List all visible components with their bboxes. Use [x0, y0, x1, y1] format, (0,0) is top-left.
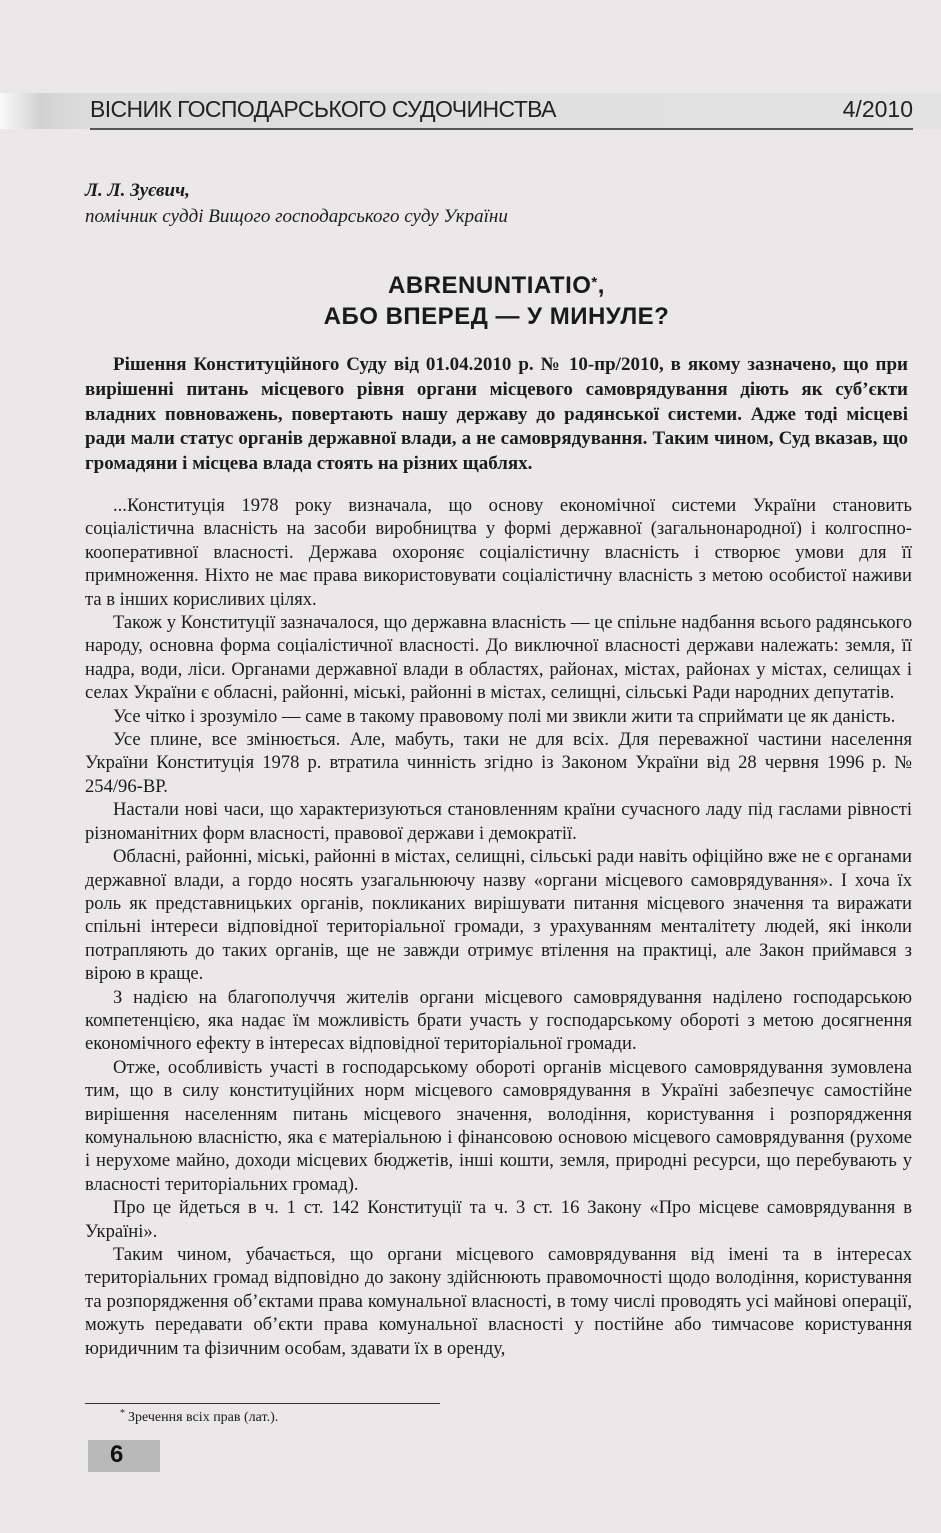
body-paragraph: Також у Конституції зазначалося, що державна власність — це спільне надбання всього радянського народу, основна форма соціалістичної власності. До виключної власності держави належать: земля, її надра, води, ліси. Органами державної влади в областях, районах, містах, районах у містах, селищах і селах України є обласні, районні, міські, районні в містах, селищні, сільські Ради народних депутатів. — [85, 612, 912, 704]
body-paragraph: Отже, особливість участі в господарському обороті органів місцевого самоврядування зумовлена тим, що в силу конституційних норм місцевого самоврядування в Україні забезпечує самостійне вирішення населенням питань місцевого значення, володіння, користування і розпорядження комунальною власністю, яка є матеріальною і фінансовою основою місцевого самоврядування (рухоме і нерухоме майно, доходи місцевих бюджетів, інші кошти, земля, природні ресурси, що перебувають у власності територіальних громад). — [85, 1056, 912, 1195]
author-position: помічник судді Вищого господарського суду України — [85, 206, 508, 227]
title-footnote-mark: * — [591, 274, 598, 291]
issue-number: 4/2010 — [842, 96, 913, 122]
footnote-mark: * — [120, 1408, 125, 1419]
body-paragraph: Усе чітко і зрозуміло — саме в такому правовому полі ми звикли жити та сприймати це як даність. — [113, 705, 896, 727]
article-title-line-1 — [85, 272, 908, 300]
article-body — [85, 494, 912, 1360]
title-text: ABRENUNTIATIO — [388, 272, 592, 299]
article-abstract: Рішення Конституційного Суду від 01.04.2010 р. № 10-пр/2010, в якому зазначено, що при вирішенні питань місцевого рівня органи місцевого самоврядування діють як суб’єкти владних повноважень, повертають нашу державу до радянської системи. Адже тоді місцеві ради мали статус органів державної влади, а не самоврядування. Таким чином, Суд вказав, що громадяни і місцева влада стоять на різних щаблях. — [85, 354, 908, 475]
page-number-badge — [88, 1440, 160, 1472]
footnote-rule — [85, 1403, 440, 1404]
footnote-text: Зречення всіх прав (лат.). — [128, 1410, 279, 1425]
body-paragraph: З надією на благополуччя жителів органи місцевого самоврядування наділено господарською компетенцією, яка надає їм можливість брати участь у господарському обороті з метою досягнення економічного ефекту в інтересах відповідної територіальної громади. — [85, 986, 912, 1055]
journal-title: ВІСНИК ГОСПОДАРСЬКОГО СУДОЧИНСТВА — [90, 96, 556, 122]
page-number: 6 — [110, 1441, 124, 1468]
body-paragraph: Обласні, районні, міські, районні в містах, селищні, сільські ради навіть офіційно вже не є органами державної влади, а гордо носять узагальнюючу назву «органи місцевого самоврядування». І хоча їх роль як представницьких органів, покликаних вирішувати питання місцевого значення та виражати спільні інтереси відповідної територіальної громади, з урахуванням менталітету людей, які інколи потрапляють до таких органів, ще не завжди отримує втілення на практиці, але Закон приймався з вірою в краще. — [85, 846, 912, 985]
body-paragraph: Настали нові часи, що характеризуються становленням країни сучасного ладу під гаслами рівності різноманітних форм власності, правової держави і демократії. — [85, 799, 912, 844]
article-title-line-2: АБО ВПЕРЕД — У МИНУЛЕ? — [323, 303, 670, 330]
footnote — [120, 1408, 278, 1426]
body-paragraph: Усе плине, все змінюється. Але, мабуть, таки не для всіх. Для переважної частини населення України Конституція 1978 р. втратила чинність згідно із Законом України від 28 червня 1996 р. № 254/96-ВР. — [85, 729, 912, 797]
author-name: Л. Л. Зуєвич, — [85, 180, 190, 201]
title-comma: , — [597, 272, 605, 299]
body-paragraph: Про це йдеться в ч. 1 ст. 142 Конституції та ч. 3 ст. 16 Закону «Про місцеве самоврядування в Україні». — [85, 1197, 912, 1242]
body-paragraph: Таким чином, убачається, що органи місцевого самоврядування від імені та в інтересах територіальних громад відповідно до закону здійснюють правомочності щодо володіння, користування та розпорядження об’єктами права комунальної власності, в тому числі проводять усі майнові операції, можуть передавати об’єкти права комунальної власності у постійне або тимчасове користування юридичним та фізичним особам, здавати їх в оренду, — [85, 1244, 912, 1359]
header-rule — [90, 128, 913, 130]
body-paragraph: ...Конституція 1978 року визначала, що основу економічної системи України становить соціалістична власність на засоби виробництва у формі державної (загальнонародної) і колгоспно-кооперативної власності. Держава охороняє соціалістичну власність і створює умови для її примноження. Ніхто не має права використовувати соціалістичну власність з метою особистої наживи та в інших корисливих цілях. — [85, 495, 912, 610]
